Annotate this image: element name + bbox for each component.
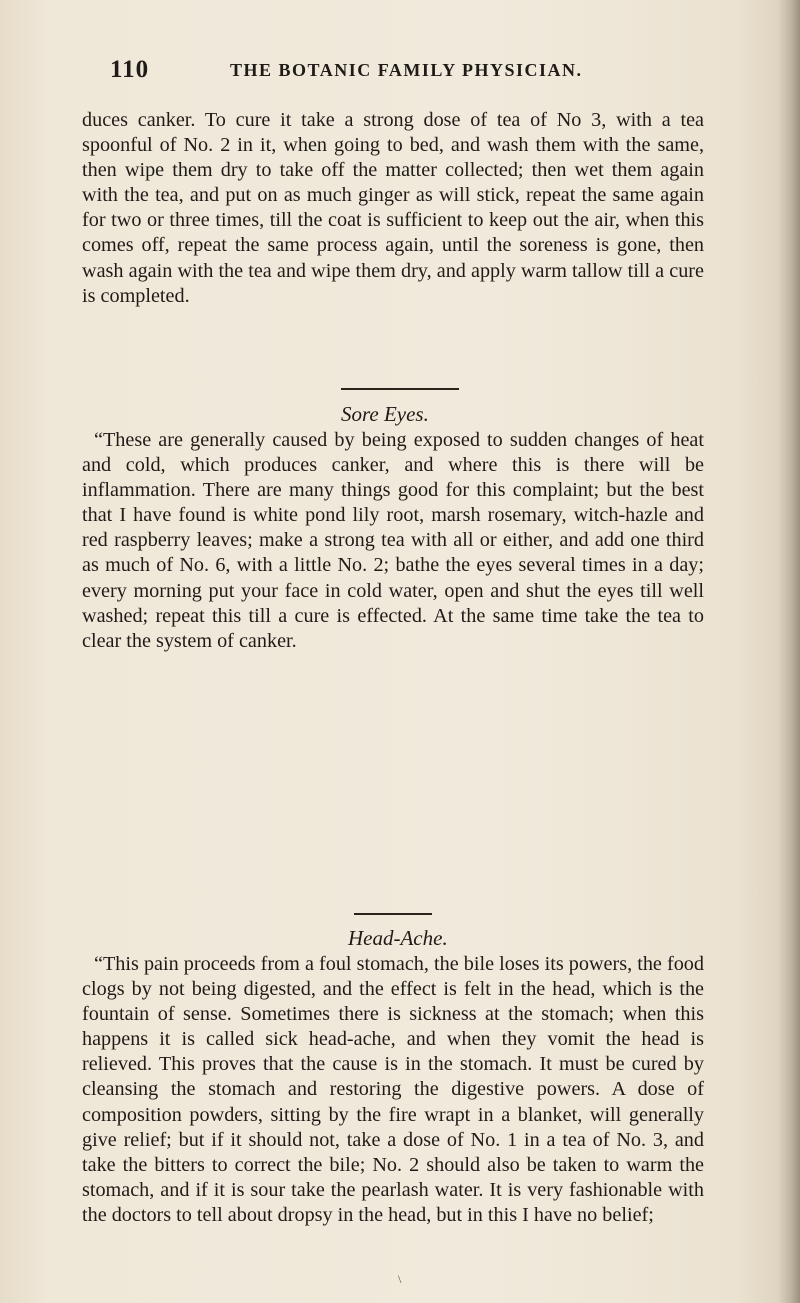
footer-mark: \ <box>398 1272 402 1286</box>
paragraph-text: “These are generally caused by being exposed to sudden changes of heat and cold, which produces canker, and where this is there will be inflammation. There are many things good for this complaint; but the best that I have found is white pond lily root, marsh rosemary, witch-hazle and red raspberry leaves; make a strong tea with all or either, and add one third as much of No. 6, with a little No. 2; bathe the eyes several times in a day; every morning put your face in cold water, open and shut the eyes till well washed; repeat this till a cure is effected. At the same time take the tea to clear the system of canker. <box>82 429 704 652</box>
paragraph-canker-cure <box>82 108 704 309</box>
paragraph-text: duces canker. To cure it take a strong dose of tea of No 3, with a tea spoonful of No. 2 in it, when going to bed, and wash them with the same, then wipe them dry to take off the matter collected; then wet them again with the tea, and put on as much ginger as will stick, repeat the same again for two or three times, till the coat is sufficient to keep out the air, when this comes off, repeat the same process again, until the soreness is gone, then wash again with the tea and wipe them dry, and apply warm tallow till a cure is completed. <box>82 109 704 307</box>
page-edge-shadow <box>778 0 800 1303</box>
section-heading-head-ache: Head-Ache. <box>348 926 448 950</box>
paragraph-text: “This pain proceeds from a foul stomach, the bile loses its powers, the food clogs by not being digested, and the effect is felt in the head, which is the fountain of sense. Sometimes there is sickness at the stomach; when this happens it is called sick head-ache, and when they vomit the head is relieved. This proves that the cause is in the stomach. It must be cured by cleansing the stomach and restoring the digestive powers. A dose of composition powders, sitting by the fire wrapt in a blanket, will generally give relief; but if it should not, take a dose of No. 1 in a tea of No. 3, and take the bitters to correct the bile; No. 2 should also be taken to warm the stomach, and if it is sour take the pearlash water. It is very fashionable with the doctors to tell about dropsy in the head, but in this I have no belief; <box>82 953 704 1226</box>
paragraph-head-ache <box>82 952 704 1228</box>
section-heading-sore-eyes: Sore Eyes. <box>341 402 429 426</box>
page-header <box>110 56 710 86</box>
running-title: THE BOTANIC FAMILY PHYSICIAN. <box>230 60 583 80</box>
section-divider <box>341 388 459 390</box>
page-number: 110 <box>110 56 150 83</box>
paragraph-sore-eyes <box>82 428 704 654</box>
section-divider <box>354 913 432 915</box>
